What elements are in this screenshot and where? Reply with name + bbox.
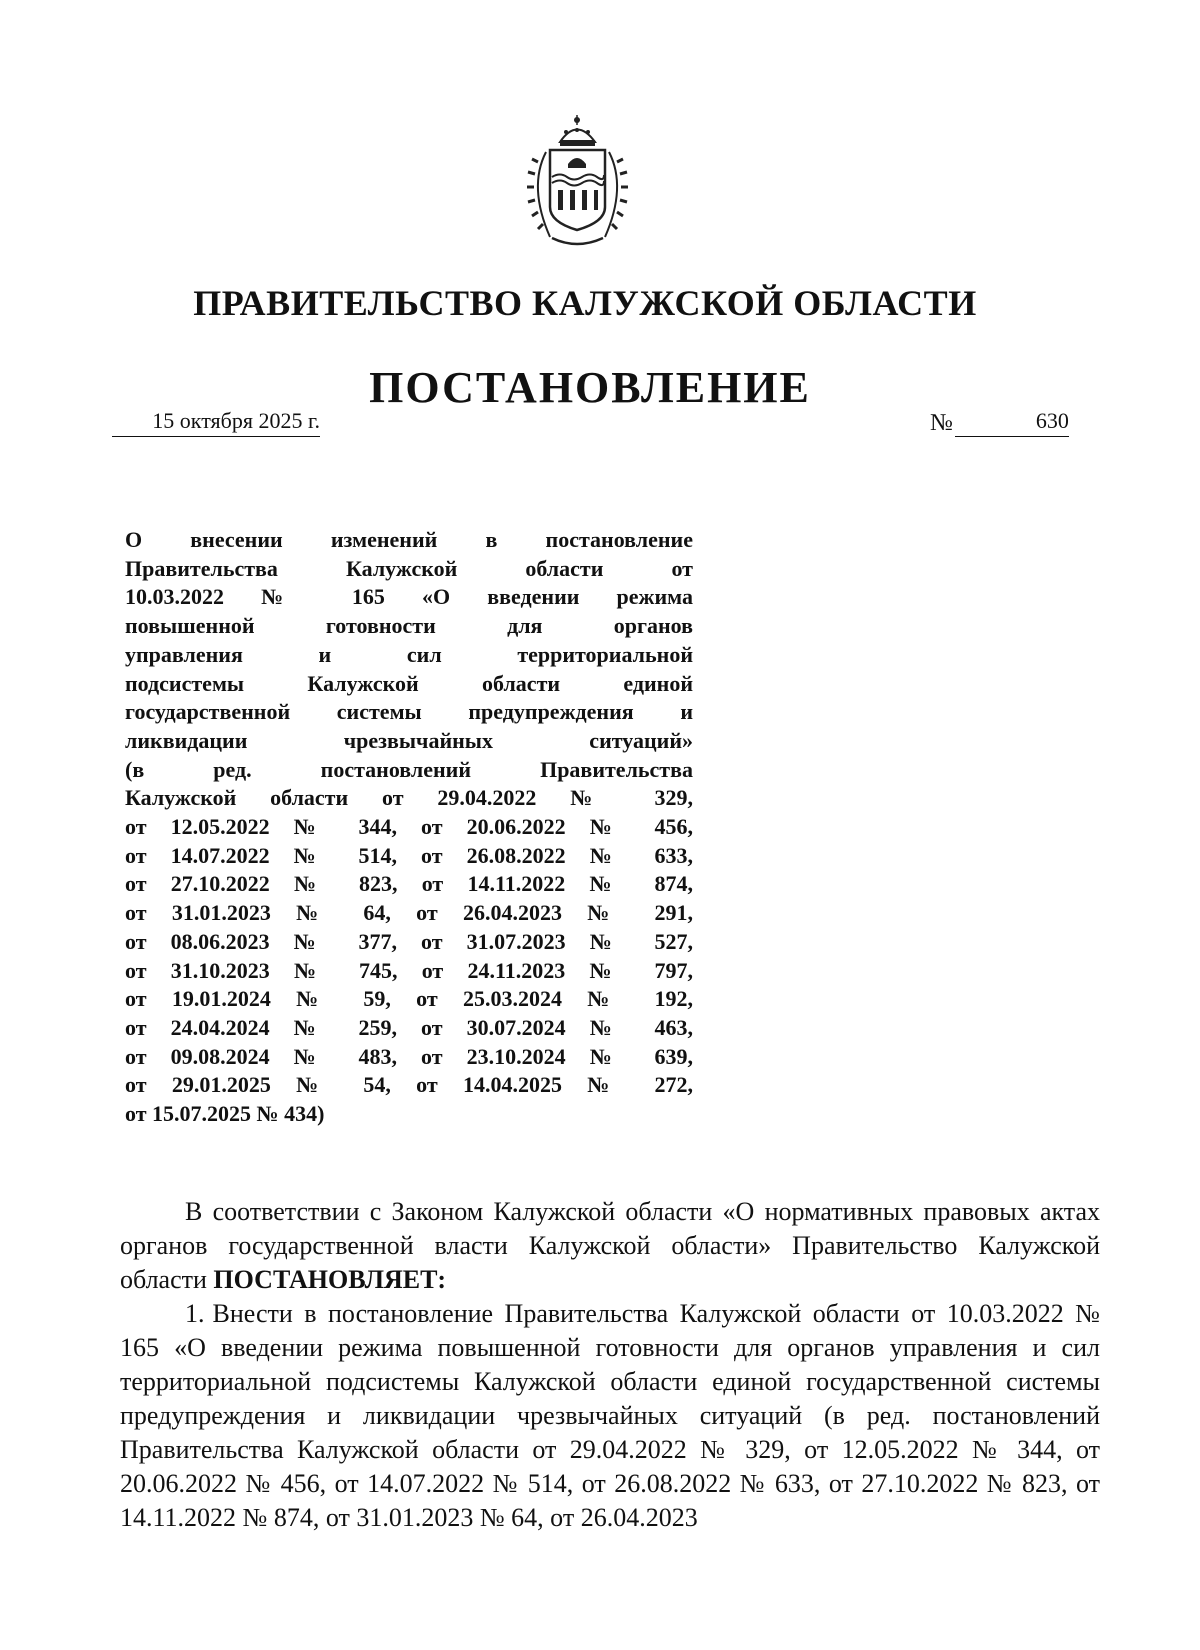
preamble-text: В соответствии с Законом Калужской области «О нормативных правовых актах органов государственной власти Калужской области» Правительство Калужской области	[120, 1197, 1100, 1294]
subject-line: О внесении изменений в постановление	[125, 527, 693, 552]
document-number	[930, 408, 1069, 437]
number-label: №	[930, 410, 953, 436]
resolves-word: ПОСТАНОВЛЯЕТ:	[213, 1265, 447, 1294]
document-date: 15 октября 2025 г.	[112, 408, 320, 437]
subject-line: (в ред. постановлений Правительства	[125, 756, 693, 782]
subject-line: Калужской области от 29.04.2022 № 329,	[125, 785, 693, 811]
document-subject	[125, 526, 693, 1129]
document-body	[120, 1195, 1100, 1535]
subject-line: 10.03.2022 № 165 «О введении режима	[125, 584, 693, 610]
organization-title: ПРАВИТЕЛЬСТВО КАЛУЖСКОЙ ОБЛАСТИ	[193, 283, 977, 323]
subject-line: управления и сил территориальной	[125, 641, 693, 667]
subject-line: подсистемы Калужской области единой	[125, 670, 693, 696]
subject-line: от 08.06.2023 № 377, от 31.07.2023 № 527,	[125, 928, 693, 954]
subject-line: от 14.07.2022 № 514, от 26.08.2022 № 633,	[125, 842, 693, 868]
subject-line: от 31.10.2023 № 745, от 24.11.2023 № 797,	[125, 957, 693, 983]
subject-line: повышенной готовности для органов	[125, 613, 693, 639]
subject-line: от 09.08.2024 № 483, от 23.10.2024 № 639,	[125, 1043, 693, 1069]
item-1-text: Внести в постановление Правительства Калужской области от 10.03.2022 № 165 «О введении режима повышенной готовности для органов управления и сил территориальной подсистемы Калужской области единой государственной системы предупреждения и ликвидации чрезвычайных ситуаций (в ред. постановлений Правительства Калужской области от 29.04.2022 № 329, от 12.05.2022 № 344, от 20.06.2022 № 456, от 14.07.2022 № 514, от 26.08.2022 № 633, от 27.10.2022 № 823, от 14.11.2022 № 874, от 31.01.2023 № 64, от 26.04.2023	[120, 1299, 1100, 1532]
subject-line: от 29.01.2025 № 54, от 14.04.2025 № 272,	[125, 1072, 693, 1098]
subject-line: государственной системы предупреждения и	[125, 699, 693, 725]
kaluga-coat-of-arms-icon	[520, 112, 635, 252]
subject-line: ликвидации чрезвычайных ситуаций»	[125, 727, 693, 753]
subject-line: Правительства Калужской области от	[125, 555, 693, 581]
subject-line: от 12.05.2022 № 344, от 20.06.2022 № 456,	[125, 814, 693, 840]
subject-line: от 19.01.2024 № 59, от 25.03.2024 № 192,	[125, 986, 693, 1012]
subject-line: от 31.01.2023 № 64, от 26.04.2023 № 291,	[125, 900, 693, 926]
subject-line: от 27.10.2022 № 823, от 14.11.2022 № 874,	[125, 871, 693, 897]
item-1-paragraph	[120, 1297, 1100, 1535]
subject-line: от 24.04.2024 № 259, от 30.07.2024 № 463,	[125, 1014, 693, 1040]
document-type-title: ПОСТАНОВЛЕНИЕ	[369, 363, 811, 412]
number-value: 630	[955, 408, 1069, 437]
preamble-paragraph	[120, 1195, 1100, 1297]
item-1-number: 1.	[185, 1299, 205, 1328]
subject-line: от 15.07.2025 № 434)	[125, 1101, 325, 1127]
